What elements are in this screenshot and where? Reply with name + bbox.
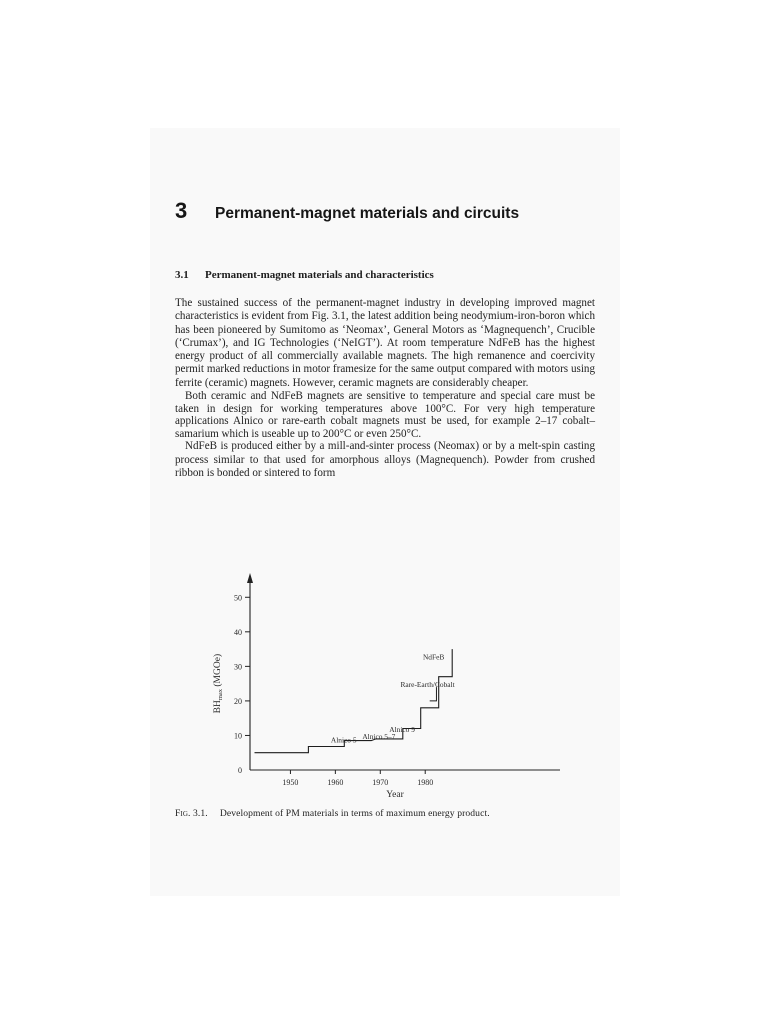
y-tick-label: 30 xyxy=(234,662,242,672)
data-label: Alnico 5–7 xyxy=(362,731,396,741)
y-tick-label: 40 xyxy=(234,627,242,637)
y-axis-arrow xyxy=(247,573,253,583)
x-tick-label: 1970 xyxy=(372,778,389,787)
x-tick-label: 1980 xyxy=(417,778,434,787)
x-axis-label: Year xyxy=(386,790,404,800)
caption-label: Fig. 3.1. xyxy=(175,808,208,819)
data-label: Alnico 5 xyxy=(330,735,357,745)
x-tick-label: 1960 xyxy=(327,778,344,787)
chapter-number: 3 xyxy=(175,198,188,223)
y-tick-label: 10 xyxy=(234,731,242,741)
paragraph: NdFeB is produced either by a mill-and-sinter process (Neomax) or by a melt-spin casting process similar to that used for amorphous alloys (Magnequench). Powder from crushed ribbon is bonded or sintered to form xyxy=(175,440,595,480)
paragraph: The sustained success of the permanent-magnet industry in developing improved magnet characteristics is evident from Fig. 3.1, the latest addition being neodymium-iron-boron which has been pioneered by Sumitomo as ‘Neomax’, General Motors as ‘Magnequench’, Crucible (‘Crumax’), and IG Technologies (‘NeIGT’). At room temperature NdFeB has the highest energy product of all commercially available magnets. The high remanence and coercivity permit marked reductions in motor framesize for the same output compared with motors using ferrite (ceramic) magnets. However, ceramic magnets are considerably cheaper. xyxy=(175,297,595,389)
data-label: NdFeB xyxy=(422,652,445,662)
chapter-title: Permanent-magnet materials and circuits xyxy=(215,205,520,222)
y-axis-label: $BH_{max}$ (MGOe) xyxy=(213,653,224,714)
x-tick-label: 1950 xyxy=(282,778,299,787)
data-label: Rare-Earth/Cobalt xyxy=(400,680,455,690)
figure-caption xyxy=(175,808,595,819)
y-tick-label: 20 xyxy=(234,696,242,706)
section-title: Permanent-magnet materials and characteristics xyxy=(205,269,434,281)
y-tick-label: 50 xyxy=(234,593,242,603)
figure xyxy=(196,570,576,810)
caption-text: Development of PM materials in terms of maximum energy product. xyxy=(219,808,490,819)
y-tick-label: 0 xyxy=(238,766,242,775)
leader-line xyxy=(430,687,437,701)
section-heading xyxy=(175,269,595,281)
body-text xyxy=(175,297,595,480)
paragraph: Both ceramic and NdFeB magnets are sensitive to temperature and special care must be taken in design for working temperatures above 100°C. For very high temperature applications Alnico or rare-earth cobalt magnets must be used, for example 2–17 cobalt–samarium which is useable up to 200°C or even 250°C. xyxy=(175,390,595,440)
energy-product-chart xyxy=(196,570,576,805)
section-number: 3.1 xyxy=(175,269,189,281)
data-label: Alnico 9 xyxy=(389,725,415,734)
